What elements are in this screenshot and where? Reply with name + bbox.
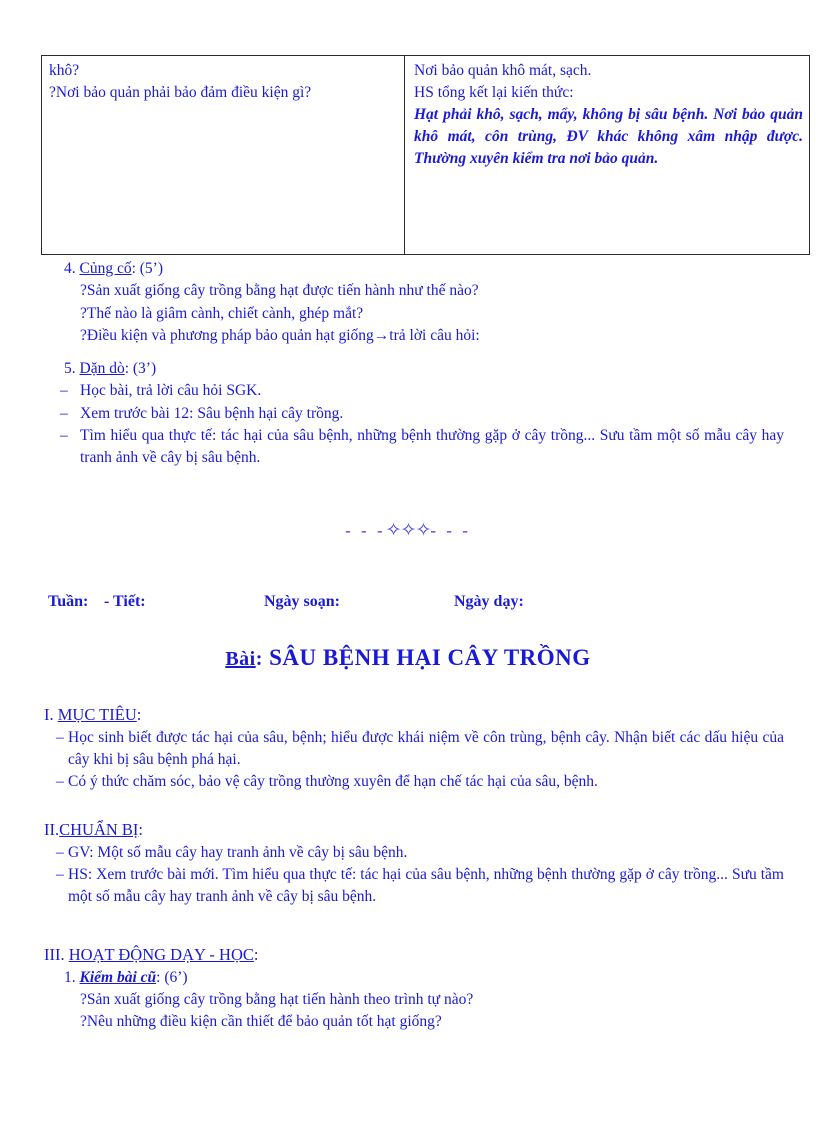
section-4-questions [44, 280, 784, 347]
list-item [60, 380, 784, 402]
section-4-heading: Củng cố [79, 260, 132, 277]
sub-1-question-1: ?Sản xuất giống cây trồng bằng hạt tiến hành theo trình tự nào? [80, 991, 474, 1009]
dash-bullet-icon: – [56, 773, 64, 791]
section-5-heading: Dặn dò [79, 360, 125, 377]
section-5-heading-row [44, 358, 784, 380]
list-item [56, 727, 784, 772]
sub-1-time: : (6’) [156, 968, 188, 986]
section-iii-colon: : [253, 945, 259, 964]
dash-bullet-icon: – [60, 426, 68, 444]
divider-left-dashes: - - - [345, 521, 386, 540]
left-cell-line-2: ?Nơi bảo quản phải bảo đảm điều kiện gì? [49, 84, 312, 101]
section-4-heading-row [44, 258, 784, 280]
field-tuan: Tuần: [48, 593, 89, 610]
lesson-qa-table [41, 55, 810, 255]
field-ngay-day: Ngày dạy: [454, 593, 524, 610]
section-ii-heading: CHUẨN BỊ [59, 820, 139, 839]
field-tiet: - Tiết: [104, 593, 146, 610]
ornamental-divider [0, 519, 816, 542]
sub-1-heading-row [64, 967, 784, 989]
section-5-items [44, 380, 784, 469]
table-cell-teacher-questions [42, 56, 405, 255]
right-cell-line-2: HS tổng kết lại kiến thức: [414, 84, 574, 101]
section-4-time: : (5’) [131, 260, 164, 277]
section-iii-heading-row [44, 943, 784, 967]
section-ii-colon: : [138, 820, 144, 839]
list-item [60, 425, 784, 470]
dash-bullet-icon: – [60, 404, 68, 422]
divider-right-dashes: - - - [430, 521, 471, 540]
table-row [42, 56, 810, 255]
section-5-item-2: Xem trước bài 12: Sâu bệnh hại cây trồng. [80, 404, 344, 422]
page-title [0, 645, 816, 671]
section-iii-sub-1 [44, 967, 784, 1034]
section-5-number: 5. [64, 360, 76, 377]
section-4-question-1: ?Sản xuất giống cây trồng bằng hạt được tiến hành như thế nào? [80, 282, 479, 300]
sub-1-question-2: ?Nêu những điều kiện cần thiết để bảo quản tốt hạt giống? [80, 1013, 442, 1031]
section-5-item-3: Tìm hiểu qua thực tế: tác hại của sâu bệnh, những bệnh thường gặp ở cây trồng... Sưu tầm một số mẫu cây hay tranh ảnh về cây bị sâu bệnh. [80, 426, 784, 467]
section-5-item-1: Học bài, trả lời câu hỏi SGK. [80, 382, 262, 400]
section-ii-numeral: II. [44, 820, 60, 839]
title-colon: : [255, 648, 263, 670]
section-muc-tieu [44, 703, 784, 794]
left-cell-line-1: khô? [49, 62, 80, 79]
sub-1-heading: Kiểm bài cũ [79, 968, 157, 986]
right-cell-summary: Hạt phải khô, sạch, mẩy, không bị sâu bệnh. Nơi bảo quản khô mát, côn trùng, ĐV khác không xâm nhập được. Thường xuyên kiểm tra nơi bảo quản. [414, 106, 803, 167]
dash-bullet-icon: – [56, 728, 64, 746]
field-ngay-soan: Ngày soạn: [264, 593, 341, 610]
list-item [56, 842, 784, 864]
section-dan-do [44, 358, 784, 470]
list-item [56, 864, 784, 909]
sub-1-questions [64, 989, 784, 1034]
section-cung-co [44, 258, 784, 347]
section-ii-heading-row [44, 818, 784, 842]
section-i-item-2: Có ý thức chăm sóc, bảo vệ cây trồng thường xuyên để hạn chế tác hại của sâu, bệnh. [68, 773, 598, 791]
section-i-heading: MỤC TIÊU [57, 705, 137, 724]
title-prefix: Bài [225, 648, 256, 670]
list-item [60, 403, 784, 425]
sub-1-number: 1. [64, 968, 76, 986]
section-i-item-1: Học sinh biết được tác hại của sâu, bệnh; hiểu được khái niệm về côn trùng, bệnh cây. Nhận biết các dấu hiệu của cây khi bị sâu bệnh phá hại. [68, 728, 784, 769]
section-chuan-bi [44, 818, 784, 909]
section-i-items [44, 727, 784, 794]
section-i-heading-row [44, 703, 784, 727]
section-4-question-3: ?Điều kiện và phương pháp bảo quản hạt giống→trả lời câu hỏi: [80, 326, 480, 344]
section-hoat-dong-day-hoc [44, 943, 784, 1034]
lesson-meta-row [48, 593, 768, 611]
section-iii-numeral: III. [44, 945, 65, 964]
dash-bullet-icon: – [60, 382, 68, 400]
section-i-colon: : [136, 705, 142, 724]
dash-bullet-icon: – [56, 866, 64, 884]
table-cell-student-answers [405, 56, 810, 255]
section-iii-heading: HOẠT ĐỘNG DẠY - HỌC [68, 945, 254, 964]
section-ii-item-1: GV: Một số mẫu cây hay tranh ảnh về cây bị sâu bệnh. [68, 843, 408, 861]
right-cell-line-1: Nơi bảo quản khô mát, sạch. [414, 62, 592, 79]
list-item [56, 771, 784, 793]
divider-stars-icon: ✧✧✧ [385, 520, 431, 541]
title-text: SÂU BỆNH HẠI CÂY TRỒNG [269, 645, 591, 670]
section-4-question-2: ?Thế nào là giâm cành, chiết cành, ghép mắt? [80, 304, 364, 322]
dash-bullet-icon: – [56, 843, 64, 861]
section-i-numeral: I. [44, 705, 54, 724]
section-ii-items [44, 842, 784, 909]
section-5-time: : (3’) [124, 360, 157, 377]
section-ii-item-2: HS: Xem trước bài mới. Tìm hiểu qua thực tế: tác hại của sâu bệnh, những bệnh thường gặp ở cây trồng... Sưu tầm một số mẫu cây hay tranh ảnh về cây bị sâu bệnh. [68, 866, 784, 906]
section-4-number: 4. [64, 260, 76, 277]
